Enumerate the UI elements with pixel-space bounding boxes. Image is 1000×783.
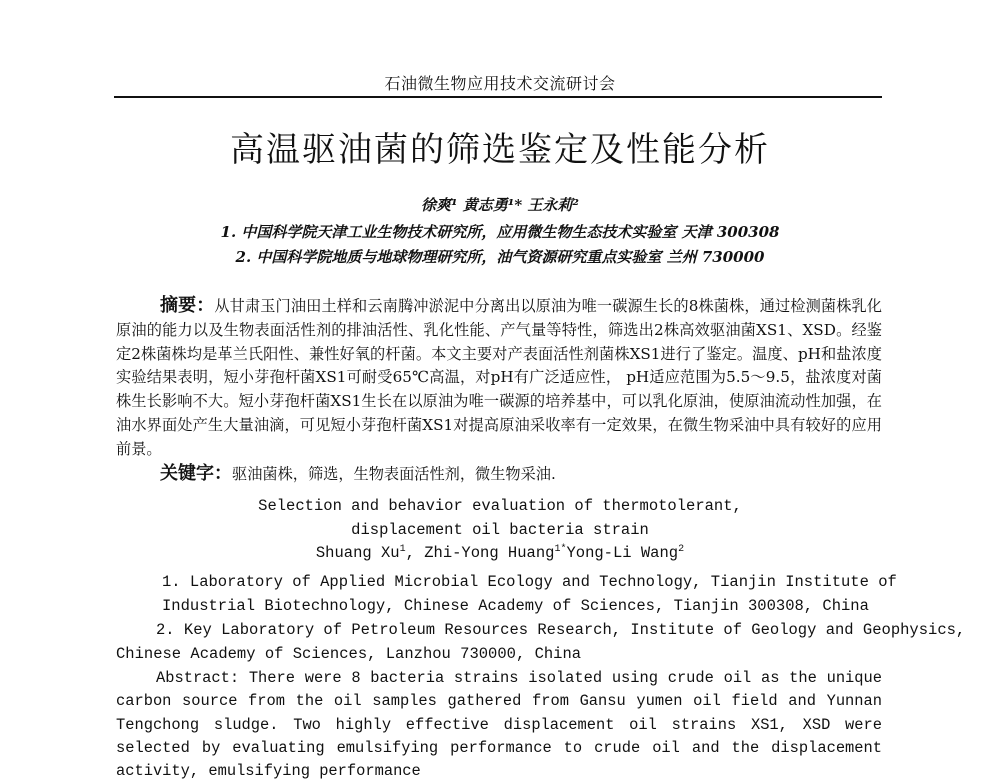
abstract-en: Abstract: There were 8 bacteria strains isolated using crude oil as the unique carbon source from the oil samples gathered from Gansu yumen oil field and Yunnan Tengchong sludge. Two highly effective displacement oil strains XS1, XSD were selected by evaluating emulsifying performance to crude oil and the displacement activity, emulsifying performance: [116, 669, 882, 781]
title-en-line-2: displacement oil bacteria strain: [351, 521, 649, 539]
author-en-2-sup: 1*: [554, 543, 567, 555]
header-rule: [114, 96, 882, 98]
author-en-1-sup: 1: [399, 543, 406, 555]
authors-cn: 徐爽¹ 黄志勇¹* 王永莉²: [421, 196, 579, 214]
abstract-cn: [116, 294, 882, 462]
abstract-cn-text: 从甘肃玉门油田土样和云南腾冲淤泥中分离出以原油为唯一碳源生长的8株菌株，通过检测菌株乳化原油的能力以及生物表面活性剂的排油活性、乳化性能、产气量等特性，筛选出2株高效驱油菌XS1、XSD。经鉴定2株菌株均是革兰氏阳性、兼性好氧的杆菌。本文主要对产表面活性剂菌株XS1进行了鉴定。温度、pH和盐浓度实验结果表明，短小芽孢杆菌XS1可耐受65℃高温，对pH有广泛适应性， pH适应范围为5.5～9.5，盐浓度对菌株生长影响不大。短小芽孢杆菌XS1生长在以原油为唯一碳源的培养基中，可以乳化原油，使原油流动性加强，在油水界面处产生大量油滴，可见短小芽孢杆菌XS1对提高原油采收率有一定效果，在微生物采油中具有较好的应用前景。: [116, 297, 882, 458]
author-en-2: Zhi-Yong Huang: [424, 544, 555, 562]
author-en-3: Yong-Li Wang: [566, 544, 679, 562]
affiliation-cn-1: 1. 中国科学院天津工业生物技术研究所，应用微生物生态技术实验室 天津 300308: [220, 223, 780, 241]
paper-title: 高温驱油菌的筛选鉴定及性能分析: [230, 130, 770, 170]
affiliation-cn-2: 2. 中国科学院地质与地球物理研究所，油气资源研究重点实验室 兰州 730000: [235, 248, 765, 266]
abstract-cn-label: 摘要：: [160, 295, 215, 316]
affiliation-en-1-line-1: 1. Laboratory of Applied Microbial Ecology and Technology, Tianjin Institute of: [162, 573, 897, 591]
title-en-line-1: Selection and behavior evaluation of thermotolerant,: [258, 497, 742, 515]
author-en-3-sup: 2: [678, 543, 685, 555]
keywords-cn: [160, 462, 880, 486]
keywords-cn-text: 驱油菌株，筛选，生物表面活性剂，微生物采油.: [232, 465, 556, 483]
author-en-1: Shuang Xu: [315, 544, 400, 562]
affiliation-en-1-line-2: Industrial Biotechnology, Chinese Academy of Sciences, Tianjin 300308, China: [162, 597, 869, 615]
affiliation-en-2-line-1: 2. Key Laboratory of Petroleum Resources Research, Institute of Geology and Geophysics,: [156, 621, 966, 639]
running-header: 石油微生物应用技术交流研讨会: [384, 74, 616, 93]
authors-en: Shuang Xu$^1$, Zhi-Yong Huang$^{1*}$Yong-Li Wang$^2$: [315, 543, 685, 562]
affiliation-en-2-line-2: Chinese Academy of Sciences, Lanzhou 730000, China: [116, 645, 582, 663]
keywords-cn-label: 关键字：: [160, 463, 232, 484]
